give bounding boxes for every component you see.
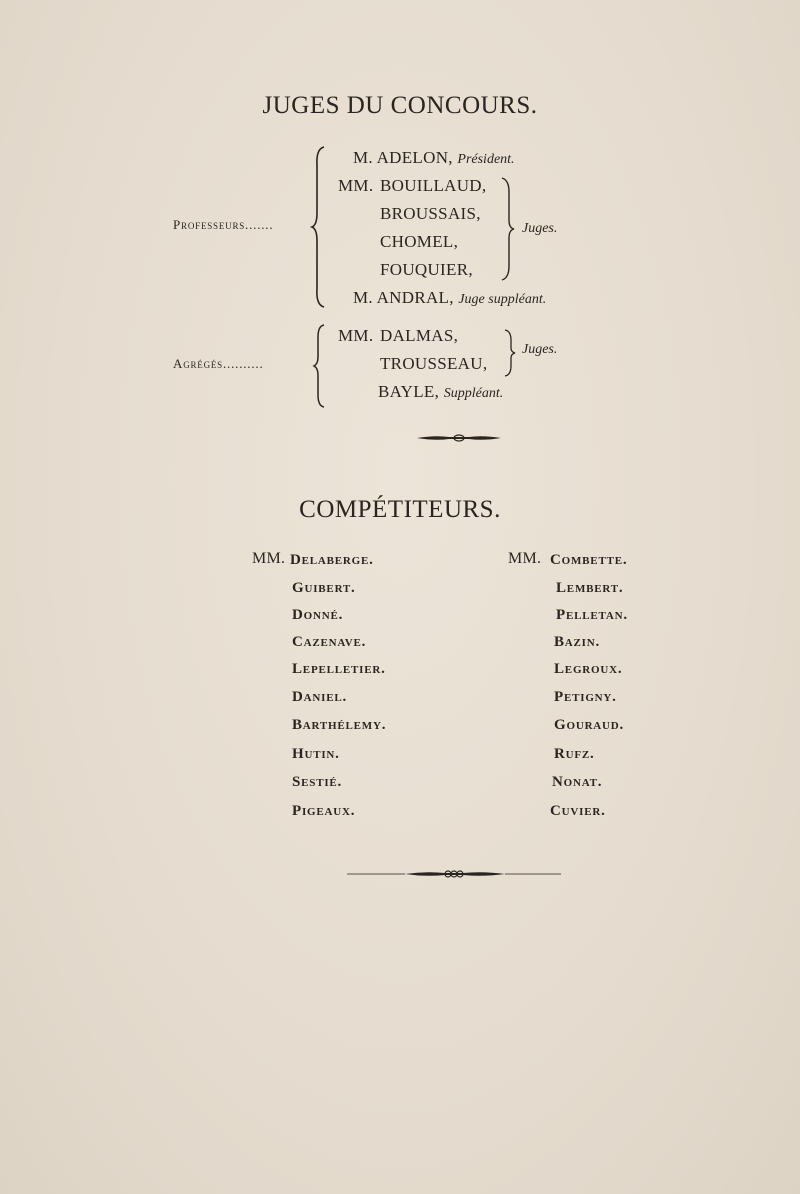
competitor-right: Cuvier. xyxy=(550,803,606,819)
competitor-left: Cazenave. xyxy=(292,634,367,650)
agreges-juges-brace xyxy=(503,328,519,378)
agreges-suppleant-line xyxy=(378,382,503,402)
competitor-right: Combette. xyxy=(550,552,628,568)
juge-broussais: BROUSSAIS, xyxy=(380,204,481,223)
suppleant-role: Juge suppléant. xyxy=(458,292,547,307)
suppleant-line xyxy=(353,288,546,308)
competitors-left-prefix: MM. xyxy=(252,550,286,567)
president-name: ADELON, xyxy=(376,148,453,167)
agreges-juges-label: Juges. xyxy=(522,342,558,357)
professeurs-brace xyxy=(310,145,330,310)
competitor-right: Bazin. xyxy=(554,634,601,650)
competitor-right: Petigny. xyxy=(554,689,617,705)
ornament-divider-bottom xyxy=(345,867,563,881)
competitor-right: Pelletan. xyxy=(556,607,628,623)
competitor-left: Guibert. xyxy=(292,580,356,596)
suppleant-prefix: M. xyxy=(353,288,373,307)
president-role: Président. xyxy=(457,152,515,167)
competitors-heading: COMPÉTITEURS. xyxy=(299,496,501,523)
agreges-suppleant-role: Suppléant. xyxy=(443,386,504,401)
competitor-left: Pigeaux. xyxy=(292,803,356,819)
ornament-divider-top xyxy=(415,432,503,444)
agreges-brace xyxy=(312,323,330,409)
juge-chomel: CHOMEL, xyxy=(380,232,459,251)
competitor-right: Nonat. xyxy=(552,774,603,790)
competitor-left: Barthélemy. xyxy=(292,717,387,733)
professeurs-juges-brace xyxy=(500,176,518,281)
competitor-right: Legroux. xyxy=(554,661,623,677)
competitor-right: Lembert. xyxy=(556,580,624,596)
competitor-right: Rufz. xyxy=(554,746,595,762)
president-prefix: M. xyxy=(353,148,373,167)
professeurs-label: Professeurs....... xyxy=(173,217,274,232)
suppleant-name: ANDRAL, xyxy=(376,288,454,307)
juge-trousseau: TROUSSEAU, xyxy=(380,354,488,373)
professeurs-mm-prefix: MM. xyxy=(338,176,374,195)
judges-heading: JUGES DU CONCOURS. xyxy=(262,92,538,119)
agreges-suppleant-name: BAYLE, xyxy=(378,382,440,401)
competitor-right: Gouraud. xyxy=(554,717,625,733)
competitor-left: Donné. xyxy=(292,607,344,623)
competitor-left: Daniel. xyxy=(292,689,348,705)
competitor-left: Lepelletier. xyxy=(292,661,386,677)
competitors-right-prefix: MM. xyxy=(508,550,542,567)
juge-dalmas: DALMAS, xyxy=(380,326,459,345)
competitor-left: Delaberge. xyxy=(290,552,374,568)
president-line xyxy=(353,148,515,168)
juge-fouquier: FOUQUIER, xyxy=(380,260,473,279)
agreges-mm-prefix: MM. xyxy=(338,326,374,345)
juge-bouillaud: BOUILLAUD, xyxy=(380,176,487,195)
competitor-left: Hutin. xyxy=(292,746,340,762)
competitor-left: Sestié. xyxy=(292,774,343,790)
agreges-label: Agrégés.......... xyxy=(173,356,264,371)
professeurs-juges-label: Juges. xyxy=(522,221,558,236)
